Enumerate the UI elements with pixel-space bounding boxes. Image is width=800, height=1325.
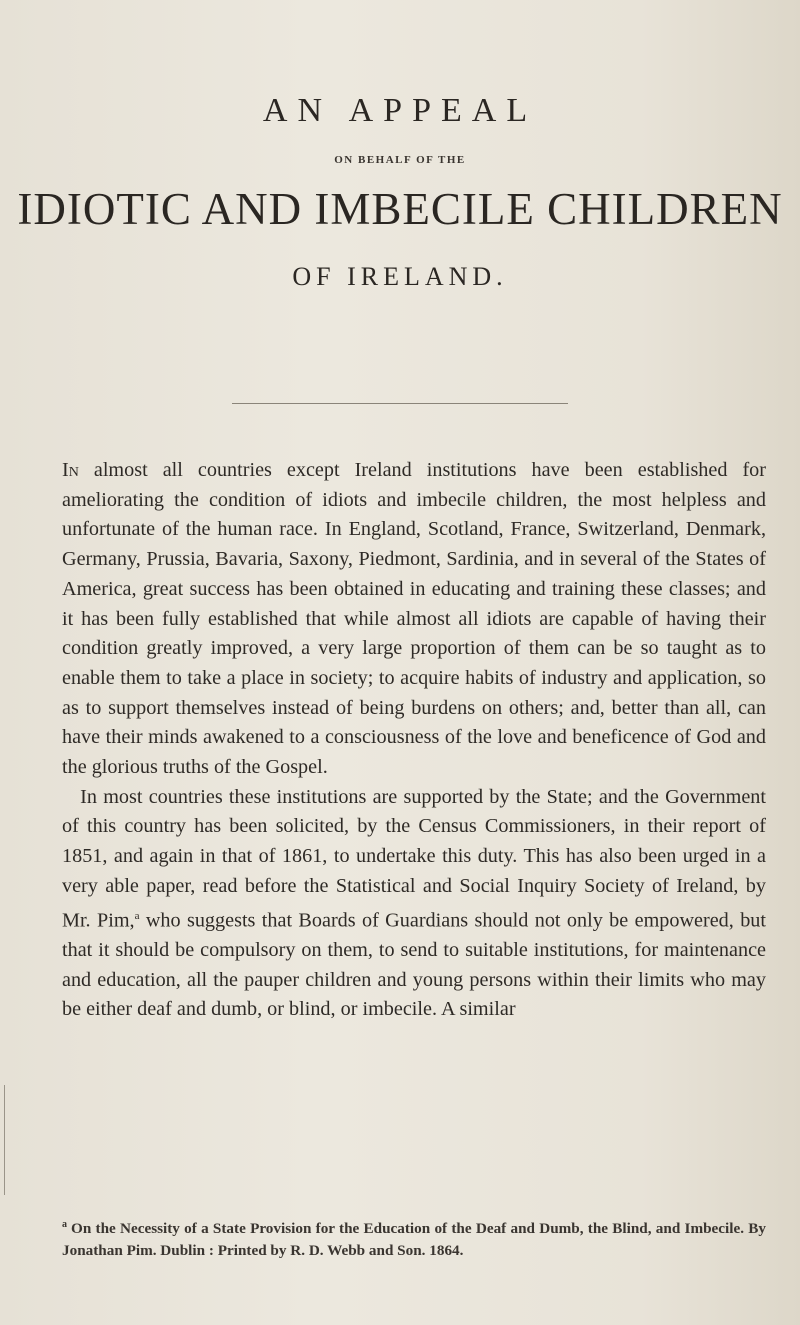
- paragraph-1: [62, 456, 766, 783]
- footnote-text: On the Necessity of a State Provision for the Education of the Deaf and Dumb, the Blind, and Imbecile. By Jonathan Pim. Dublin : Printed by R. D. Webb and Son. 1864.: [62, 1220, 766, 1260]
- footnote-reference: a: [134, 909, 140, 922]
- paragraph-2-text-b: who suggests that Boards of Guardians should not only be empowered, but that it should be compulsory on them, to send to suitable institutions, for maintenance and education, all the pauper children and young persons within their limits who may be either deaf and dumb, or blind, or imbecile. A similar: [62, 909, 766, 1021]
- footnote: [62, 1214, 766, 1262]
- paragraph-1-lead-word: In: [62, 459, 79, 481]
- appeal-heading: AN APPEAL: [262, 92, 538, 129]
- paragraph-1-text: almost all countries except Ireland institutions have been established for ameliorating the condition of idiots and imbecile children, the most helpless and unfortunate of the human race. In England, Scotland, France, Switzerland, Denmark, Germany, Prussia, Bavaria, Saxony, Piedmont, Sardinia, and in several of the States of America, great success has been obtained in educating and training these classes; and it has been fully established that while almost all idiots are capable of having their condition greatly improved, a very large proportion of them can be so taught as to enable them to take a place in society; to acquire habits of industry and application, so as to support themselves instead of being burdens on others; and, better than all, can have their minds awakened to a consciousness of the love and beneficence of God and the glorious truths of the Gospel.: [62, 459, 766, 779]
- margin-pencil-mark: [4, 1085, 8, 1195]
- paragraph-2-text-a: In most countries these institutions are supported by the State; and the Government of this country has been solicited, by the Census Commissioners, in their report of 1851, and again in that of 1861, to undertake this duty. This has also been urged in a very able paper, read before the Statistical and Social Inquiry Society of Ireland, by Mr. Pim,: [62, 785, 766, 932]
- behalf-subheading: ON BEHALF OF THE: [334, 154, 466, 166]
- main-title: IDIOTIC AND IMBECILE CHILDREN: [17, 184, 783, 234]
- paragraph-2: [62, 783, 766, 1025]
- ireland-subtitle: OF IRELAND.: [292, 262, 508, 291]
- footnote-mark: a: [62, 1219, 67, 1230]
- title-divider-rule: [232, 403, 568, 404]
- body-text: [62, 456, 766, 1025]
